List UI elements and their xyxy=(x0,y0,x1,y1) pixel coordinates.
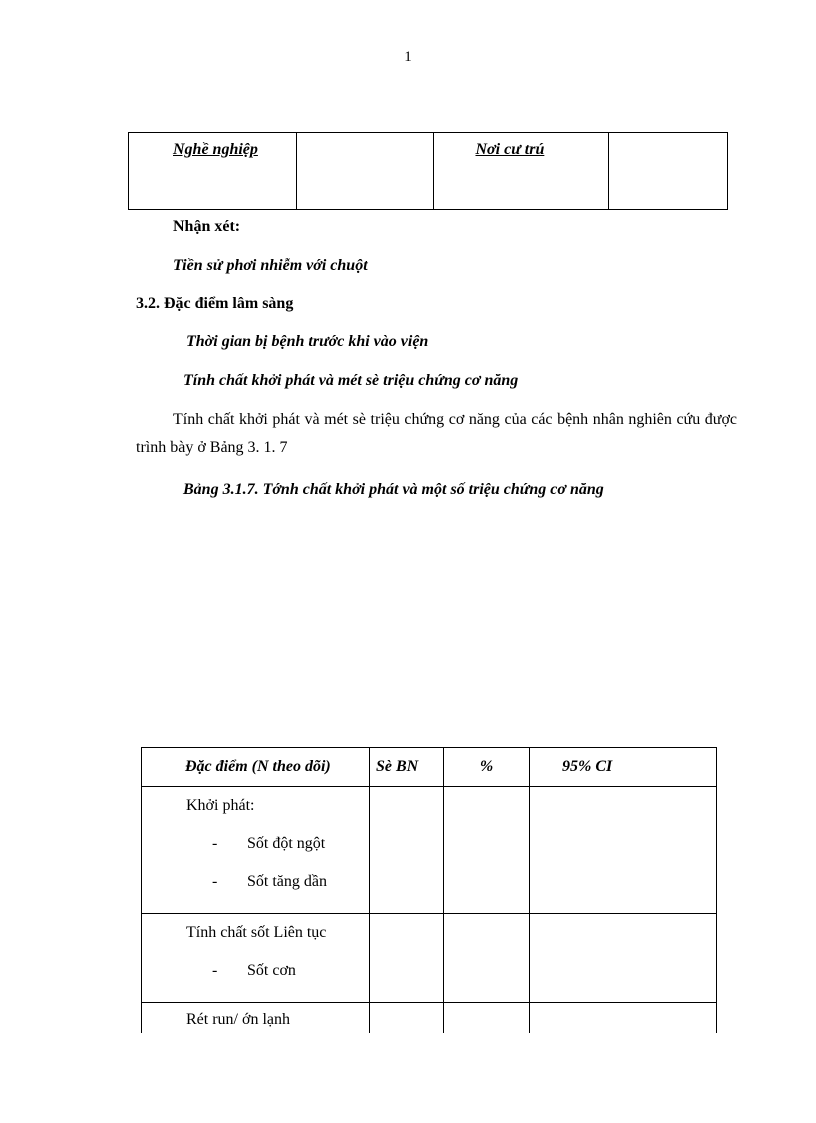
list-item: Sốt đột ngột xyxy=(247,835,326,852)
table-caption: Bảng 3.1.7. Tớnh chất khởi phát và một số triệu chứng cơ năng xyxy=(183,481,604,498)
header-patient-count: Sè BN xyxy=(370,748,444,787)
list-item: Sốt tăng dần xyxy=(247,873,327,890)
occupation-value-cell xyxy=(296,133,433,210)
fever-nature-title: Tính chất sốt Liên tục xyxy=(186,924,327,941)
table-row xyxy=(142,914,717,1003)
demographics-table xyxy=(128,132,728,210)
list-dash: - xyxy=(212,873,218,890)
history-heading: Tiền sử phơi nhiễm với chuột xyxy=(173,257,368,274)
header-ci: 95% CI xyxy=(530,748,717,787)
subheading-onset-time: Thời gian bị bệnh trước khi vào viện xyxy=(186,333,429,350)
header-percent: % xyxy=(444,748,530,787)
body-paragraph: Tính chất khởi phát và mét sè triệu chứng cơ năng của các bệnh nhân nghiên cứu được trình bày ở Bảng 3. 1. 7 xyxy=(136,411,737,456)
list-dash: - xyxy=(212,835,218,852)
subheading-onset-nature: Tính chất khởi phát và mét sè triệu chứng cơ năng xyxy=(183,372,519,389)
table-row xyxy=(142,787,717,914)
section-heading: 3.2. Đặc điểm lâm sàng xyxy=(136,295,294,312)
remark-label: Nhận xét: xyxy=(173,218,241,235)
occupation-label: Nghề nghiệp xyxy=(173,141,258,158)
chills-title: Rét run/ ớn lạnh xyxy=(186,1011,290,1028)
page-number: 1 xyxy=(404,49,412,65)
onset-title: Khởi phát: xyxy=(186,797,255,814)
residence-cell xyxy=(433,133,609,210)
table-row xyxy=(142,1003,717,1034)
symptoms-table xyxy=(141,747,717,1033)
residence-value-cell xyxy=(609,133,728,210)
header-characteristic: Đặc điểm (N theo dõi) xyxy=(142,748,370,787)
residence-label: Nơi cư trú xyxy=(475,141,545,158)
occupation-cell xyxy=(129,133,297,210)
table-header-row xyxy=(142,748,717,787)
list-item: Sốt cơn xyxy=(247,962,296,979)
list-dash: - xyxy=(212,962,218,979)
